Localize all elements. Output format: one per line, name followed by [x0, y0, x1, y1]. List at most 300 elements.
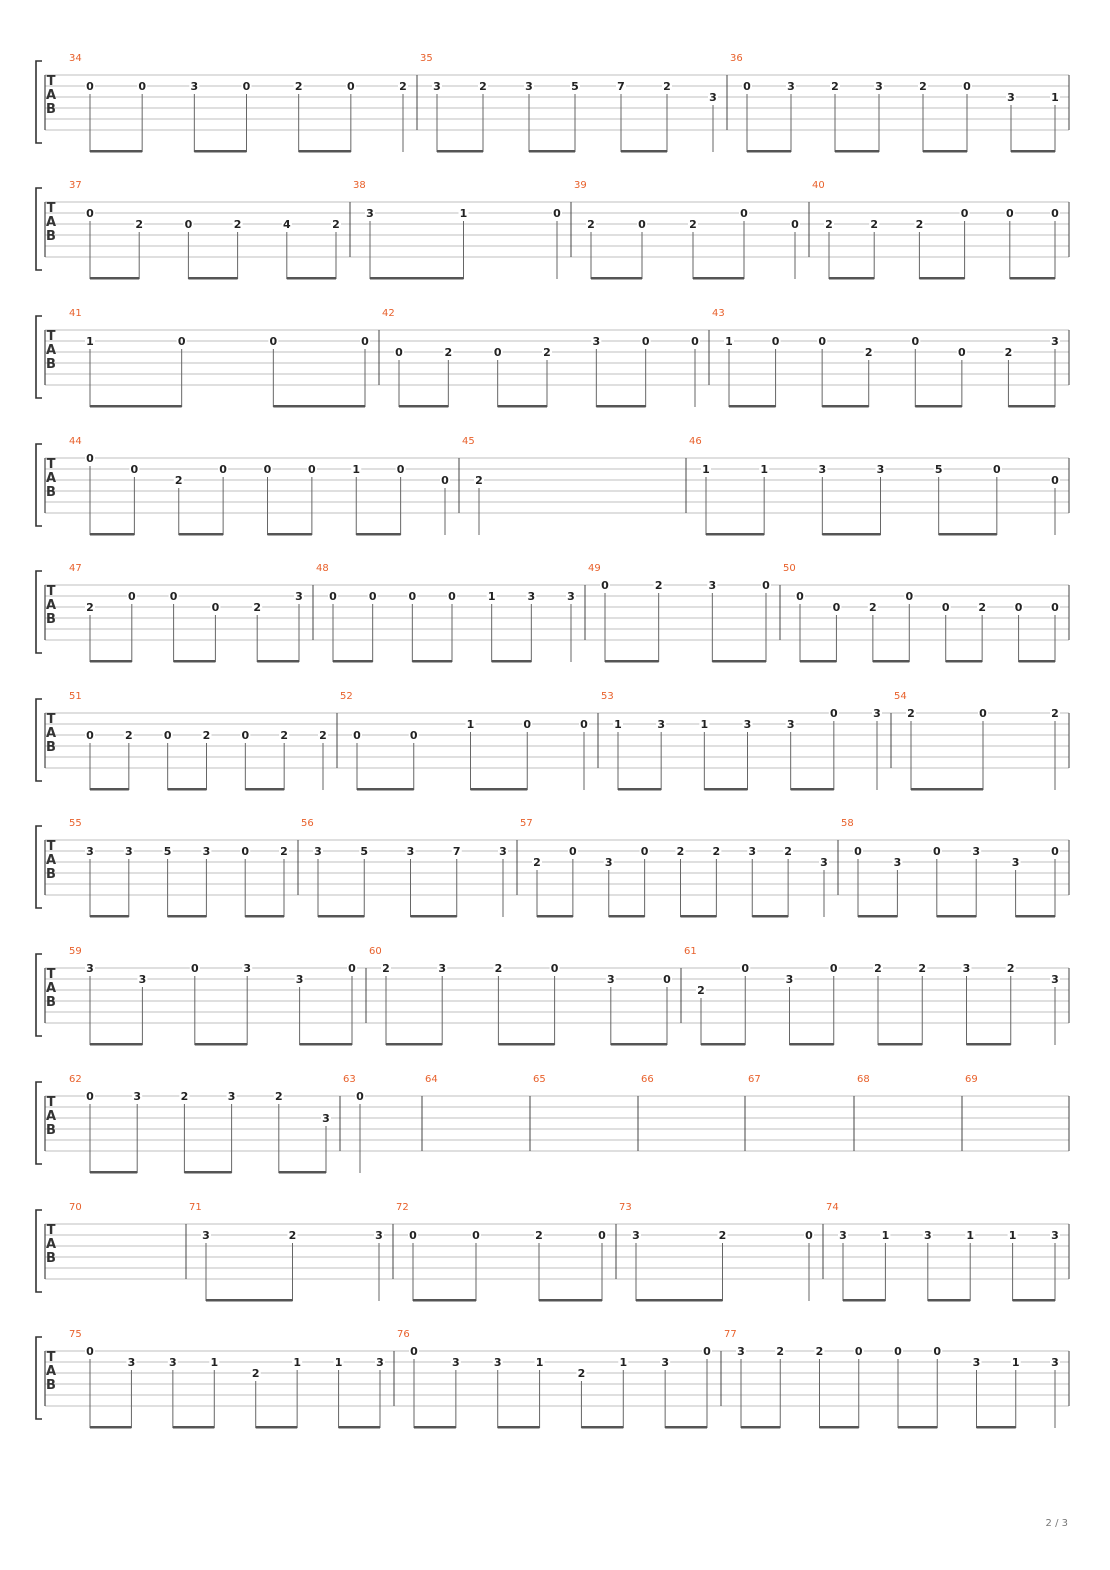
fret-number: 0: [796, 590, 804, 603]
fret-number: 2: [919, 80, 927, 93]
tab-label: T: [46, 457, 56, 472]
fret-number: 1: [700, 718, 709, 731]
fret-number: 3: [1051, 1229, 1059, 1242]
fret-number: 3: [873, 707, 881, 720]
tab-label: A: [45, 343, 57, 358]
fret-number: 3: [1051, 1356, 1059, 1369]
beam: [318, 915, 364, 918]
fret-number: 2: [294, 80, 303, 93]
fret-number: 0: [211, 601, 220, 614]
fret-number: 2: [479, 80, 487, 93]
beam: [90, 788, 129, 791]
fret-number: 2: [399, 80, 407, 93]
fret-number: 2: [274, 1090, 283, 1103]
measure-number: 35: [420, 53, 433, 64]
beam: [800, 660, 836, 663]
fret-number: 2: [676, 845, 685, 858]
measure-number: 61: [684, 946, 697, 957]
fret-number: 1: [459, 207, 468, 220]
fret-number: 1: [619, 1356, 628, 1369]
tab-label: A: [45, 726, 57, 741]
beam: [693, 277, 744, 280]
fret-number: 3: [923, 1229, 932, 1242]
fret-number: 3: [786, 718, 795, 731]
beam: [1011, 150, 1055, 153]
measure-number: 39: [574, 180, 587, 191]
fret-number: 3: [592, 335, 601, 348]
fret-number: 3: [972, 1356, 981, 1369]
fret-number: 0: [86, 452, 94, 465]
beam: [386, 1043, 442, 1046]
beam: [412, 660, 452, 663]
measure-number: 50: [783, 563, 796, 574]
measure-number: 46: [689, 436, 702, 447]
fret-number: 0: [601, 579, 609, 592]
fret-number: 2: [535, 1229, 543, 1242]
fret-number: 3: [452, 1356, 460, 1369]
beam: [413, 1299, 476, 1302]
beam: [399, 405, 448, 408]
tab-system: [36, 1074, 1069, 1174]
tab-label: A: [45, 88, 57, 103]
beam: [174, 660, 216, 663]
beam: [747, 150, 791, 153]
fret-number: 2: [382, 962, 390, 975]
fret-number: 2: [135, 218, 144, 231]
fret-number: 2: [174, 474, 183, 487]
fret-number: 3: [499, 845, 507, 858]
measure-number: 64: [425, 1074, 438, 1085]
system-bracket: [36, 316, 42, 398]
beam: [194, 150, 246, 153]
fret-number: 0: [86, 1090, 94, 1103]
fret-number: 2: [180, 1090, 189, 1103]
tab-label: T: [46, 584, 56, 599]
fret-number: 2: [86, 601, 94, 614]
fret-number: 1: [1011, 1356, 1020, 1369]
fret-number: 0: [911, 335, 920, 348]
measure-number: 54: [894, 691, 907, 702]
fret-number: 3: [657, 718, 665, 731]
beam: [90, 1426, 131, 1429]
beam: [90, 1043, 142, 1046]
fret-number: 2: [494, 962, 503, 975]
fret-number: 3: [875, 80, 883, 93]
fret-number: 0: [493, 346, 502, 359]
fret-number: 0: [353, 729, 361, 742]
measure-number: 49: [588, 563, 601, 574]
fret-number: 3: [86, 845, 94, 858]
system-bracket: [36, 188, 42, 270]
measure-number: 74: [826, 1202, 839, 1213]
fret-number: 0: [762, 579, 770, 592]
fret-number: 2: [918, 962, 927, 975]
measure-number: 51: [69, 691, 82, 702]
beam: [1010, 277, 1055, 280]
fret-number: 2: [907, 707, 915, 720]
measure-number: 70: [69, 1202, 82, 1213]
fret-number: 0: [960, 207, 969, 220]
fret-number: 3: [632, 1229, 640, 1242]
fret-number: 0: [791, 218, 799, 231]
beam: [339, 1426, 380, 1429]
beam: [287, 277, 336, 280]
tab-label: T: [46, 74, 56, 89]
fret-number: 3: [169, 1356, 177, 1369]
measure-number: 63: [343, 1074, 356, 1085]
fret-number: 2: [654, 579, 663, 592]
fret-number: 2: [1004, 346, 1013, 359]
beam: [206, 1299, 293, 1302]
beam: [704, 788, 747, 791]
beam: [636, 1299, 723, 1302]
fret-number: 0: [396, 463, 405, 476]
tab-label: B: [46, 740, 56, 755]
fret-number: 0: [241, 729, 250, 742]
system-bracket: [36, 1082, 42, 1164]
beam: [90, 533, 134, 536]
fret-number: 2: [1051, 707, 1059, 720]
beam: [411, 915, 457, 918]
fret-number: 0: [641, 335, 650, 348]
fret-number: 0: [1005, 207, 1014, 220]
tab-label: B: [46, 1378, 56, 1393]
tab-label: A: [45, 471, 57, 486]
fret-number: 2: [253, 601, 262, 614]
fret-number: 3: [376, 1356, 384, 1369]
beam: [498, 1426, 540, 1429]
fret-number: 3: [366, 207, 374, 220]
beam: [300, 1043, 352, 1046]
fret-number: 0: [409, 729, 418, 742]
beam: [591, 277, 642, 280]
beam: [257, 660, 299, 663]
fret-number: 0: [1051, 474, 1059, 487]
fret-number: 0: [169, 590, 178, 603]
measure-number: 71: [189, 1202, 202, 1213]
fret-number: 0: [190, 962, 199, 975]
fret-number: 2: [825, 218, 833, 231]
fret-number: 2: [869, 601, 877, 614]
fret-number: 3: [661, 1356, 669, 1369]
beam: [915, 405, 962, 408]
tab-label: T: [46, 712, 56, 727]
fret-number: 1: [352, 463, 361, 476]
fret-number: 3: [709, 91, 717, 104]
beam: [90, 660, 132, 663]
fret-number: 0: [269, 335, 278, 348]
fret-number: 0: [184, 218, 193, 231]
fret-number: 0: [523, 718, 532, 731]
fret-number: 2: [874, 962, 882, 975]
tab-label: A: [45, 853, 57, 868]
tab-label: T: [46, 201, 56, 216]
fret-number: 3: [787, 80, 795, 93]
fret-number: 2: [444, 346, 453, 359]
fret-number: 0: [130, 463, 139, 476]
system-bracket: [36, 699, 42, 781]
fret-number: 1: [760, 463, 768, 476]
fret-number: 3: [438, 962, 447, 975]
fret-number: 2: [1006, 962, 1015, 975]
fret-number: 0: [361, 335, 369, 348]
fret-number: 0: [703, 1345, 711, 1358]
system-bracket: [36, 571, 42, 653]
fret-number: 0: [640, 845, 649, 858]
fret-number: 3: [1051, 335, 1059, 348]
measure-number: 45: [462, 436, 475, 447]
beam: [356, 533, 400, 536]
beam: [529, 150, 575, 153]
fret-number: 1: [293, 1356, 301, 1369]
fret-number: 3: [876, 463, 885, 476]
beam: [256, 1426, 297, 1429]
fret-number: 2: [202, 729, 211, 742]
fret-number: 2: [533, 856, 541, 869]
fret-number: 0: [329, 590, 337, 603]
fret-number: 2: [815, 1345, 824, 1358]
fret-number: 0: [308, 463, 316, 476]
fret-number: 0: [553, 207, 561, 220]
beam: [609, 915, 645, 918]
measure-number: 72: [396, 1202, 409, 1213]
beam: [279, 1171, 326, 1174]
measure-number: 59: [69, 946, 82, 957]
beam: [681, 915, 717, 918]
fret-number: 3: [138, 973, 147, 986]
fret-number: 3: [893, 856, 902, 869]
fret-number: 0: [242, 80, 251, 93]
fret-number: 0: [771, 335, 780, 348]
fret-number: 2: [864, 346, 873, 359]
beam: [790, 1043, 834, 1046]
fret-number: 0: [86, 207, 94, 220]
beam: [168, 788, 207, 791]
beam: [843, 1299, 885, 1302]
beam: [498, 405, 547, 408]
fret-number: 1: [334, 1356, 343, 1369]
fret-number: 0: [663, 973, 671, 986]
beam: [701, 1043, 745, 1046]
beam: [357, 788, 414, 791]
beam: [665, 1426, 707, 1429]
fret-number: 3: [322, 1112, 330, 1125]
tab-label: B: [46, 1123, 56, 1138]
fret-number: 0: [1051, 207, 1059, 220]
tab-label: B: [46, 1251, 56, 1266]
beam: [90, 405, 182, 408]
fret-number: 3: [227, 1090, 236, 1103]
measure-number: 53: [601, 691, 614, 702]
fret-number: 7: [452, 845, 461, 858]
fret-number: 3: [1011, 856, 1020, 869]
fret-number: 3: [785, 973, 794, 986]
fret-number: 2: [319, 729, 327, 742]
tab-label: T: [46, 1350, 56, 1365]
fret-number: 0: [854, 845, 862, 858]
measure-number: 40: [812, 180, 825, 191]
fret-number: 3: [604, 856, 613, 869]
fret-number: 0: [963, 80, 971, 93]
fret-number: 5: [360, 845, 369, 858]
beam: [581, 1426, 623, 1429]
fret-number: 0: [979, 707, 987, 720]
measure-number: 36: [730, 53, 743, 64]
beam: [195, 1043, 247, 1046]
fret-number: 3: [86, 962, 94, 975]
fret-number: 0: [993, 463, 1001, 476]
fret-number: 0: [86, 80, 94, 93]
beam: [967, 1043, 1011, 1046]
fret-number: 0: [127, 590, 136, 603]
fret-number: 0: [219, 463, 227, 476]
fret-number: 1: [86, 335, 94, 348]
fret-number: 0: [177, 335, 186, 348]
fret-number: 0: [1051, 845, 1059, 858]
measure-number: 75: [69, 1329, 82, 1340]
fret-number: 3: [820, 856, 828, 869]
measure-number: 47: [69, 563, 82, 574]
measure-number: 66: [641, 1074, 654, 1085]
fret-number: 0: [347, 80, 355, 93]
fret-number: 1: [1008, 1229, 1017, 1242]
fret-number: 0: [743, 80, 751, 93]
fret-number: 3: [406, 845, 415, 858]
beam: [741, 1426, 780, 1429]
measure-number: 52: [340, 691, 353, 702]
beam: [822, 533, 880, 536]
fret-number: 0: [263, 463, 272, 476]
beam: [498, 1043, 554, 1046]
tab-label: A: [45, 1237, 57, 1252]
fret-number: 2: [280, 729, 288, 742]
beam: [268, 533, 312, 536]
measure-number: 42: [382, 308, 395, 319]
beam: [245, 915, 284, 918]
fret-number: 0: [409, 1229, 417, 1242]
beam: [618, 788, 661, 791]
fret-number: 0: [448, 590, 456, 603]
system-bracket: [36, 61, 42, 143]
beam: [752, 915, 788, 918]
beam: [923, 150, 967, 153]
fret-number: 0: [638, 218, 646, 231]
fret-number: 1: [535, 1356, 544, 1369]
fret-number: 3: [243, 962, 252, 975]
system-bracket: [36, 954, 42, 1036]
fret-number: 0: [569, 845, 577, 858]
fret-number: 0: [368, 590, 377, 603]
fret-number: 2: [587, 218, 595, 231]
beam: [437, 150, 483, 153]
fret-number: 1: [466, 718, 475, 731]
beam: [835, 150, 879, 153]
page-number: 2 / 3: [1045, 1518, 1068, 1529]
tab-system: [36, 563, 1069, 663]
beam: [928, 1299, 970, 1302]
tab-label: B: [46, 867, 56, 882]
beam: [829, 277, 874, 280]
fret-number: 1: [614, 718, 622, 731]
measure-number: 48: [316, 563, 329, 574]
system-bracket: [36, 444, 42, 526]
system-bracket: [36, 1210, 42, 1292]
measure-number: 68: [857, 1074, 870, 1085]
beam: [90, 150, 142, 153]
beam: [245, 788, 284, 791]
beam: [977, 1426, 1016, 1429]
measure-number: 76: [397, 1329, 410, 1340]
fret-number: 3: [1051, 973, 1059, 986]
fret-number: 3: [567, 590, 575, 603]
fret-number: 0: [598, 1229, 606, 1242]
fret-number: 3: [133, 1090, 142, 1103]
fret-number: 0: [241, 845, 250, 858]
beam: [90, 1171, 137, 1174]
measure-number: 65: [533, 1074, 546, 1085]
tab-label: A: [45, 215, 57, 230]
beam: [184, 1171, 231, 1174]
fret-number: 2: [663, 80, 671, 93]
fret-number: 0: [550, 962, 559, 975]
measure-number: 69: [965, 1074, 978, 1085]
beam: [712, 660, 766, 663]
fret-number: 0: [740, 207, 748, 220]
measure-number: 38: [353, 180, 366, 191]
measure-number: 44: [69, 436, 82, 447]
fret-number: 1: [702, 463, 710, 476]
fret-number: 0: [933, 1345, 942, 1358]
tab-system: [36, 436, 1069, 536]
beam: [939, 533, 997, 536]
measure-number: 58: [841, 818, 854, 829]
fret-number: 2: [689, 218, 697, 231]
fret-number: 0: [854, 1345, 863, 1358]
beam: [937, 915, 976, 918]
beam: [168, 915, 207, 918]
beam: [919, 277, 964, 280]
fret-number: 5: [571, 80, 579, 93]
fret-number: 0: [163, 729, 172, 742]
fret-number: 0: [356, 1090, 364, 1103]
fret-number: 3: [972, 845, 981, 858]
beam: [911, 788, 983, 791]
beam: [898, 1426, 937, 1429]
fret-number: 0: [905, 590, 914, 603]
beam: [179, 533, 223, 536]
beam: [605, 660, 659, 663]
measure-number: 55: [69, 818, 82, 829]
measure-number: 62: [69, 1074, 82, 1085]
fret-number: 5: [163, 845, 172, 858]
fret-number: 4: [282, 218, 291, 231]
fret-number: 1: [881, 1229, 890, 1242]
fret-number: 0: [818, 335, 826, 348]
fret-number: 0: [832, 601, 841, 614]
tab-system: [36, 1329, 1069, 1429]
measure-number: 73: [619, 1202, 632, 1213]
tab-label: A: [45, 981, 57, 996]
fret-number: 0: [580, 718, 588, 731]
beam: [1016, 915, 1055, 918]
fret-number: 3: [525, 80, 533, 93]
fret-number: 3: [202, 1229, 210, 1242]
fret-number: 0: [741, 962, 750, 975]
beam: [858, 915, 897, 918]
tab-label: B: [46, 102, 56, 117]
tab-label: T: [46, 329, 56, 344]
beam: [273, 405, 365, 408]
